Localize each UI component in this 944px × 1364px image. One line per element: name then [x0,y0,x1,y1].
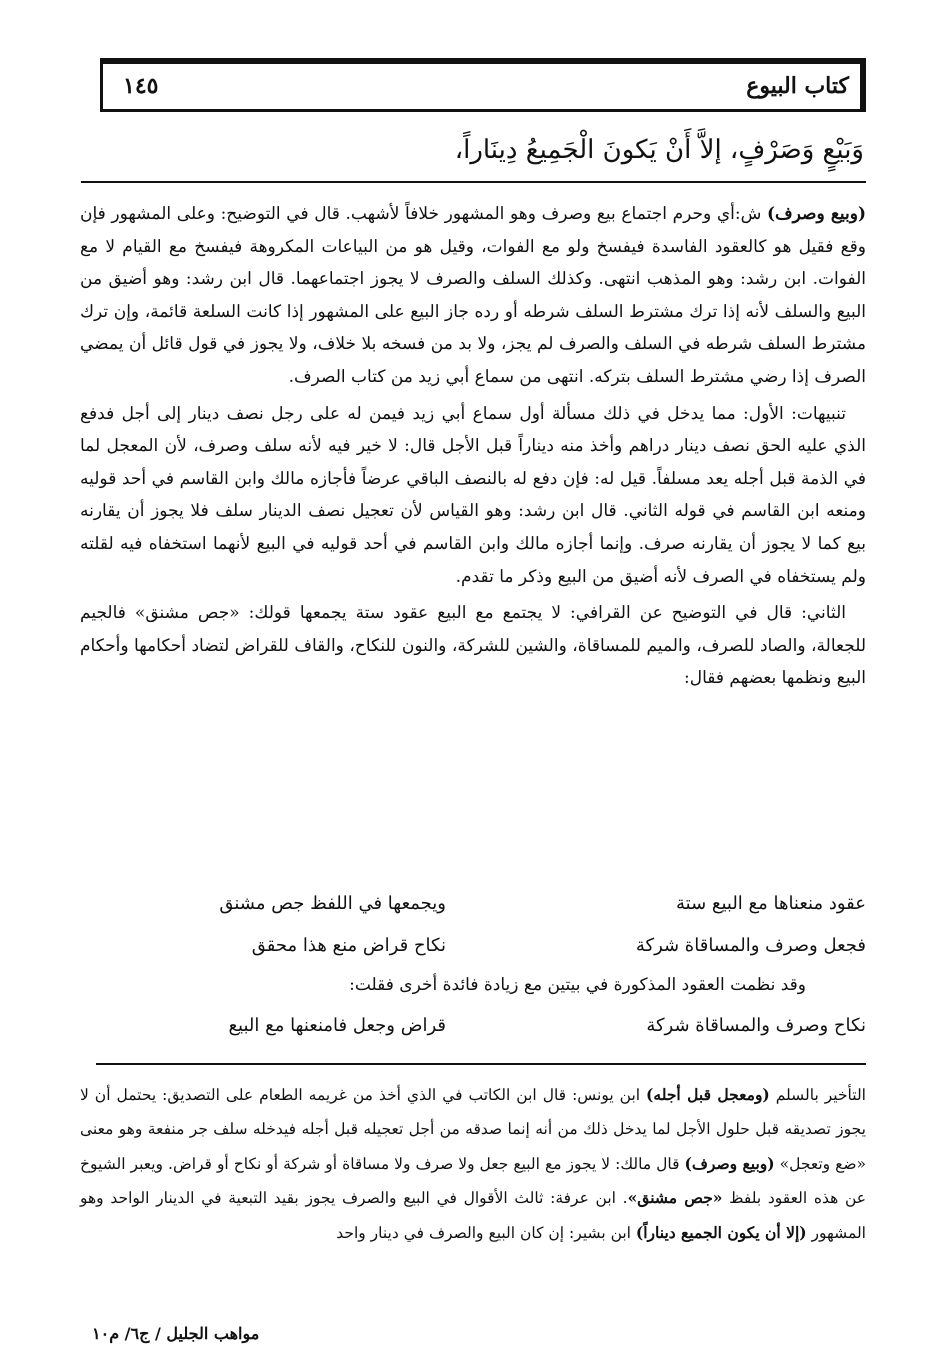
verse-ajz: ويجمعها في اللفظ جص مشنق [219,892,446,914]
footnote-quote: (إلا أن يكون الجميع ديناراً) [635,1222,807,1242]
signature-mark: مواهب الجليل / ج٦/ م١٠ [92,1324,260,1343]
paragraph-text: ش:أي وحرم اجتماع بيع وصرف وهو المشهور خلافاً لأشهب. قال في التوضيح: وعلى المشهور فإن وقع فقيل هو كالعقود الفاسدة فيفسخ ولو مع الفوات، وقيل هو من البياعات المكروهة فيفسخ مع القيام لا مع الفوات. ابن رشد: وهو المذهب انتهى. وكذلك السلف والصرف لا يجوز اجتماعهما. قال ابن رشد: وهو أضيق من البيع والسلف لأنه إذا ترك مشترط السلف شرطه أو رده جاز البيع على المشهور إذا كانت السلعة قائمة، وإن ترك مشترط السلف شرطه في السلف والصرف لم يجز، ولا بد من فسخه بلا خلاف، ولا يجوز في قول قائل أن يمضي الصرف إذا رضي مشترط السلف بتركه. انتهى من سماع أبي زيد من كتاب الصرف. [80,204,866,387]
verse-ajz: نكاح قراض منع هذا محقق [251,934,446,956]
running-header [100,58,866,112]
footnote-quote: (وبيع وصرف) [684,1153,775,1173]
footnote-divider [96,1063,866,1065]
commentary-paragraph-3: الثاني: قال في التوضيح عن القرافي: لا يجتمع مع البيع عقود ستة يجمعها قولك: «جص مشنق» فالجيم للجعالة، والصاد للصرف، والميم للمساقاة، والشين للشركة، والنون للنكاح، والقاف للقراض لتضاد أحكامها وأحكام البيع ونظمها بعضهم فقال: [80,603,866,689]
commentary [80,198,866,695]
top-divider [81,181,866,183]
verse-sadr: نكاح وصرف والمساقاة شركة [646,1014,866,1036]
poem-intro: وقد نظمت العقود المذكورة في بيتين مع زيادة فائدة أخرى فقلت: [349,975,806,995]
matn-text: وَبَيْعٍ وَصَرْفٍ، إلاَّ أَنْ يَكونَ الْجَمِيعُ دِينَاراً، [454,135,864,165]
commentary-paragraph-2: تنبيهات: الأول: مما يدخل في ذلك مسألة أول سماع أبي زيد فيمن له على رجل نصف دينار إلى أجل فدفع الذي عليه الحق نصف دينار دراهم وأخذ منه ديناراً قبل الأجل قال: لا خير فيه لأنه سلف وصرف، لأن المعجل لما في الذمة قبل أجله يعد مسلفاً. قيل له: فإن دفع له بالنصف الباقي عرضاً فأجازه مالك وابن القاسم في أحد قوليه ومنعه ابن القاسم في قوله الثاني. قال ابن رشد: وهو القياس لأن تعجيل نصف الدينار سلف فلا يجوز أن يقارنه بيع كما لا يجوز أن يقارنه صرف. وإنما أجازه مالك وابن القاسم في أحد قوليه في البيع لأنهما استخفاه فيه لقلته ولم يستخفاه في الصرف لأنه أضيق من البيع وذكر ما تقدم. [80,403,866,587]
verse-1 [80,882,866,924]
verse-ajz: قراض وجعل فامنعنها مع البيع [228,1014,446,1036]
verse-sadr: عقود منعناها مع البيع ستة [675,892,866,914]
footnote-fragment: . ابن عرفة: ثالث الأقوال في البيع والصرف يجوز بقيد التبعية في الدينار الواحد وهو المشهور [80,1189,866,1242]
footnote-quote: (ومعجل قبل أجله) [646,1085,770,1104]
matn-quote: (وبيع وصرف) [766,204,866,224]
footnote-quote: «جص مشنق» [627,1188,723,1208]
footnote-fragment: قال مالك: لا يجوز مع البيع جعل ولا صرف ولا مساقاة أو شركة أو نكاح أو قراض. ويعبر الشيوخ عن هذه العقود بلفظ [80,1154,867,1208]
footnote-text [80,1078,866,1250]
verse-2 [80,924,866,966]
chapter-title: كتاب البيوع [746,73,849,99]
verse-3 [80,1004,866,1046]
commentary-paragraph-1 [80,198,866,394]
verse-sadr: فجعل وصرف والمساقاة شركة [635,934,866,956]
footnote-fragment: ابن بشير: إن كان البيع والصرف في دينار واحد [336,1223,636,1242]
page-number: ١٤٥ [123,73,159,99]
poem [80,882,866,1046]
footnote-fragment: ابن يونس: قال ابن الكاتب في الذي أخذ من غريمه الطعام على التصديق: يحتمل أن لا يجوز تصديقه قبل حلول الأجل لما يدخل ذلك من أنه إنما صدقه من أجل تعجيله قبل أجله فيدخله سلف جر منفعة وهو معنى «ضع وتعجل» [80,1086,866,1173]
footnote-fragment: التأخير بالسلم [769,1086,866,1104]
